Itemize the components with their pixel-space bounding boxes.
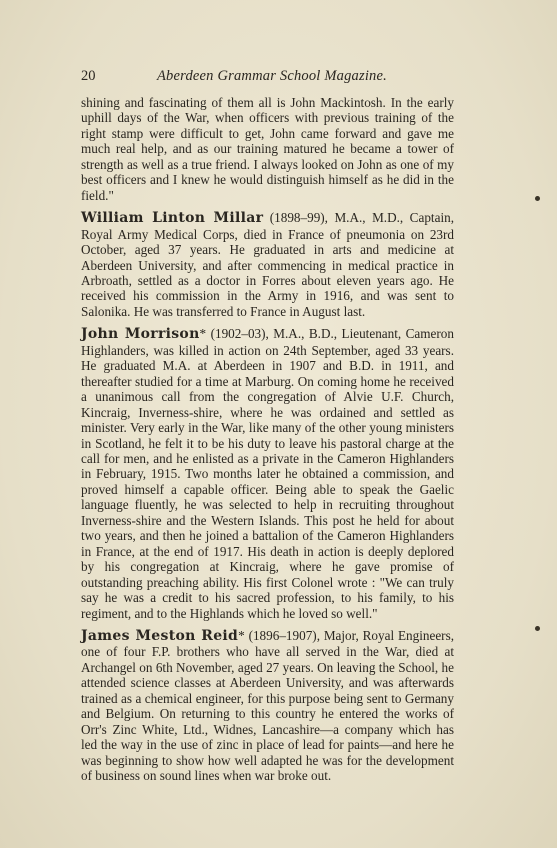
- binding-hole-mark: [535, 196, 540, 201]
- page-number: 20: [81, 68, 96, 84]
- running-title: Aberdeen Grammar School Magazine.: [157, 68, 387, 84]
- continuation-paragraph: shining and fascinating of them all is John Mackintosh. In the early uphill days of the War, when officers with previous training of the right stamp were difficult to get, John came forward and gave me much real help, and as our training matured he became a tower of strength as well as a true friend. I always looked on John as one of my best officers and I knew he would distinguish himself as he did in the field.": [81, 95, 454, 203]
- article-body: [81, 95, 454, 790]
- obituary-text: * (1902–03), M.A., B.D., Lieutenant, Cameron Highlanders, was killed in action on 24th September, aged 33 years. He graduated M.A. at Aberdeen in 1907 and B.D. in 1911, and thereafter studied for a time at Marburg. On coming home he received a unanimous call from the congregation of Alvie U.F. Church, Kincraig, Inverness-shire, where he was ordained and settled as minister. Very early in the War, like many of the other young ministers in Scotland, he felt it to be his duty to leave his pastoral charge at the call for men, and he enlisted as a private in the Cameron Highlanders in February, 1915. Two months later he obtained a commission, and proved himself a capable officer. Being able to speak the Gaelic language fluently, he was selected to help in recruiting throughout Inverness-shire and the Western Islands. This post he held for about two years, and then he joined a battalion of the Cameron Highlanders in France, at the end of 1917. His death in action is deeply deplored by his congregation at Kincraig, where he gave promise of outstanding preaching ability. His first Colonel wrote : "We can truly say he was a credit to his sacred profession, to his family, to his regiment, and to the Highlands which he loved so well.": [81, 326, 454, 621]
- obituary-entry: [81, 326, 454, 621]
- obituary-text: (1898–99), M.A., M.D., Captain, Royal Army Medical Corps, died in France of pneumonia on 23rd October, aged 37 years. He graduated in arts and medicine at Aberdeen University, and after commencing in medical practice in Arbroath, settled as a doctor in Forres about eleven years ago. He received his commission in the Army in 1916, and was sent to Salonika. He was transferred to France in August last.: [81, 210, 454, 319]
- obituary-entry: [81, 628, 454, 784]
- obituary-name: William Linton Millar: [81, 210, 264, 227]
- obituary-entry: [81, 210, 454, 319]
- obituary-name: James Meston Reid: [81, 627, 239, 644]
- obituary-name: John Morrison: [81, 326, 200, 343]
- binding-hole-mark: [535, 626, 540, 631]
- obituary-text: * (1896–1907), Major, Royal Engineers, one of four F.P. brothers who have all served in the War, died at Archangel on 6th November, aged 27 years. On leaving the School, he attended science classes at Aberdeen University, and was afterwards trained as a chemical engineer, for this purpose being sent to Germany and Belgium. On returning to this country he entered the works of Orr's Zinc White, Ltd., Widnes, Lancashire—a company which has led the way in the use of zinc in place of lead for paints—and here he was beginning to show how well adapted he was for the development of business on sound lines when war broke out.: [81, 627, 454, 784]
